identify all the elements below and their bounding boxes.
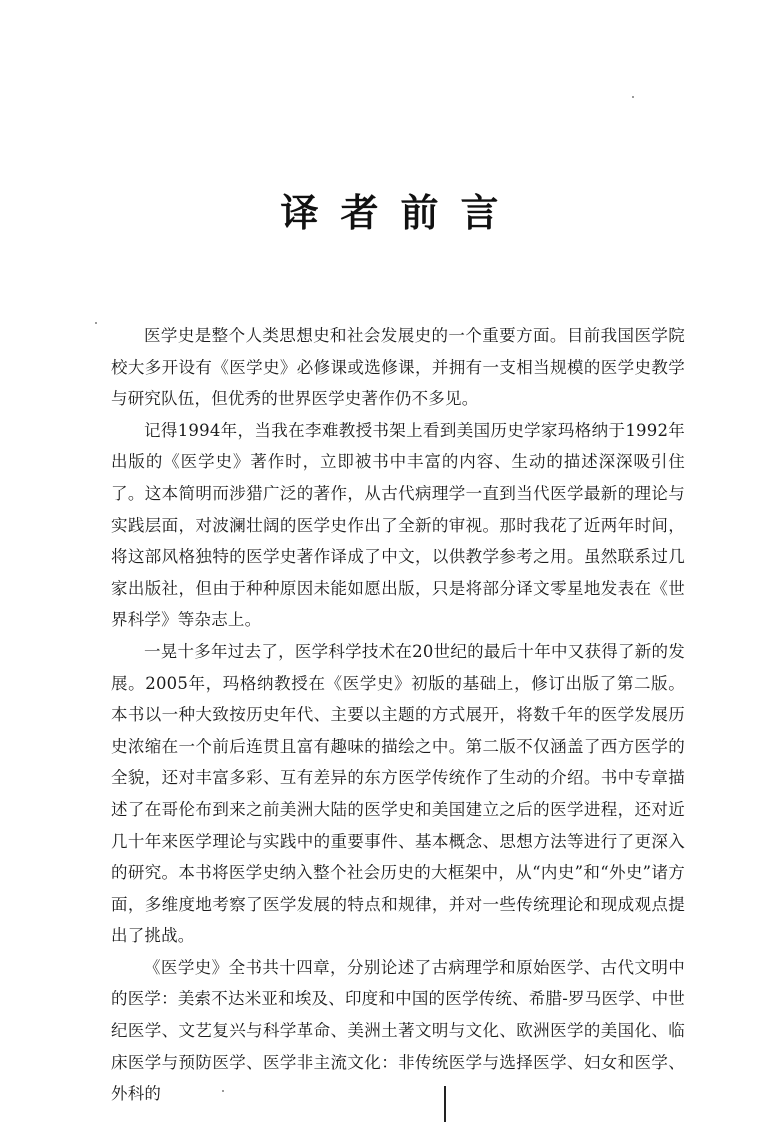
paragraph-4: 《医学史》全书共十四章，分别论述了古病理学和原始医学、古代文明中的医学：美索不达米亚和埃及、印度和中国的医学传统、希腊-罗马医学、中世纪医学、文艺复兴与科学革命、美洲土著文明与文化、欧洲医学的美国化、临床医学与预防医学、医学非主流文化：非传统医学与选择医学、妇女和医学、外科的 <box>111 957 685 1104</box>
scan-speck <box>95 322 97 324</box>
body-text <box>111 320 685 1110</box>
scan-speck <box>222 1090 224 1092</box>
paragraph-1: 医学史是整个人类思想史和社会发展史的一个重要方面。目前我国医学院校大多开设有《医学史》必修课或选修课，并拥有一支相当规模的医学史教学与研究队伍，但优秀的世界医学史著作仍不多见。 <box>111 326 685 409</box>
scan-speck <box>632 96 634 98</box>
gutter-line <box>444 1086 446 1122</box>
paragraph-2: 记得1994年，当我在李难教授书架上看到美国历史学家玛格纳于1992年出版的《医学史》著作时，立即被书中丰富的内容、生动的描述深深吸引住了。这本简明而涉猎广泛的著作，从古代病理学一直到当代医学最新的理论与实践层面，对波澜壮阔的医学史作出了全新的审视。那时我花了近两年时间，将这部风格独特的医学史著作译成了中文，以供教学参考之用。虽然联系过几家出版社，但由于种种原因未能如愿出版，只是将部分译文零星地发表在《世界科学》等杂志上。 <box>111 420 685 630</box>
paragraph-3: 一晃十多年过去了，医学科学技术在20世纪的最后十年中又获得了新的发展。2005年，玛格纳教授在《医学史》初版的基础上，修订出版了第二版。本书以一种大致按历史年代、主要以主题的方式展开，将数千年的医学发展历史浓缩在一个前后连贯且富有趣味的描绘之中。第二版不仅涵盖了西方医学的全貌，还对丰富多彩、互有差异的东方医学传统作了生动的介绍。书中专章描述了在哥伦布到来之前美洲大陆的医学史和美国建立之后的医学进程，还对近几十年来医学理论与实践中的重要事件、基本概念、思想方法等进行了更深入的研究。本书将医学史纳入整个社会历史的大框架中，从“内史”和“外史”诸方面，多维度地考察了医学发展的特点和规律，并对一些传统理论和现成观点提出了挑战。 <box>111 641 685 946</box>
page-title: 译者前言 <box>280 190 521 235</box>
